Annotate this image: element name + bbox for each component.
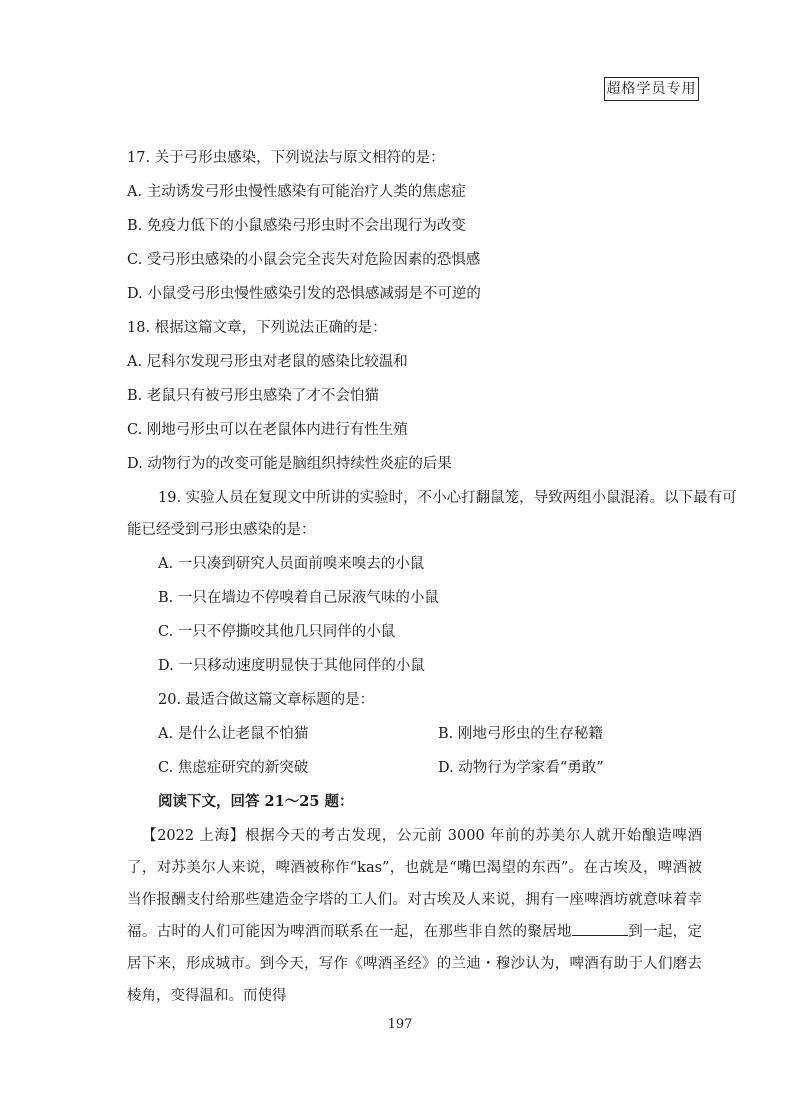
question-18-option-c: C. 刚地弓形虫可以在老鼠体内进行有性生殖 (127, 422, 408, 438)
page-number: 197 (387, 1017, 413, 1032)
question-19-option-d: D. 一只移动速度明显快于其他同伴的小鼠 (158, 658, 425, 674)
question-20-option-a: A. 是什么让老鼠不怕猫 (158, 726, 309, 742)
question-18-option-b: B. 老鼠只有被弓形虫感染了才不会怕猫 (127, 388, 379, 404)
question-19-option-a: A. 一只凑到研究人员面前嗅来嗅去的小鼠 (158, 556, 425, 572)
question-19-option-b: B. 一只在墙边不停嗅着自己尿液气味的小鼠 (158, 590, 439, 606)
question-18-option-a: A. 尼科尔发现弓形虫对老鼠的感染比较温和 (127, 354, 408, 370)
question-19-option-c: C. 一只不停撕咬其他几只同伴的小鼠 (158, 624, 396, 640)
question-20-stem: 20. 最适合做这篇文章标题的是： (158, 692, 375, 708)
passage-text-part-1: 【2022 上海】根据今天的考古发现，公元前 3000 年前的苏美尔人就开始酿造啤酒了，对苏美尔人来说，啤酒被称作“kas”，也就是“嘴巴渴望的东西”。在古埃及，啤酒被当作报酬支付给那些建造金字塔的工人们。对古埃及人来说，拥有一座啤酒坊就意味着幸福。古时的人们可能因为啤酒而联系在一起，在那些非自然的聚居地 (127, 828, 702, 940)
question-20-option-d: D. 动物行为学家看“勇敢” (438, 760, 604, 776)
question-19-stem-line1: 19. 实验人员在复现文中所讲的实验时，不小心打翻鼠笼，导致两组小鼠混淆。以下最有可 (158, 490, 737, 506)
question-17-option-c: C. 受弓形虫感染的小鼠会完全丧失对危险因素的恐惧感 (127, 252, 481, 268)
fill-in-blank (572, 921, 628, 936)
passage-text-part-2: 到一起，定居下来，形成城市。到今天，写作《啤酒圣经》的兰迪・穆沙认为，啤酒有助于人们磨去棱角，变得温和。而使得 (127, 924, 703, 1004)
reading-heading: 阅读下文，回答 21～25 题： (158, 793, 354, 810)
question-17-option-a: A. 主动诱发弓形虫慢性感染有可能治疗人类的焦虑症 (127, 184, 466, 200)
question-18-option-d: D. 动物行为的改变可能是脑组织持续性炎症的后果 (127, 456, 452, 472)
question-17-stem: 17. 关于弓形虫感染，下列说法与原文相符的是： (127, 150, 445, 166)
question-18-stem: 18. 根据这篇文章，下列说法正确的是： (127, 320, 387, 336)
question-17-option-b: B. 免疫力低下的小鼠感染弓形虫时不会出现行为改变 (127, 218, 466, 234)
question-20-option-b: B. 刚地弓形虫的生存秘籍 (438, 726, 603, 742)
question-17-option-d: D. 小鼠受弓形虫慢性感染引发的恐惧感减弱是不可逆的 (127, 286, 481, 302)
question-20-option-c: C. 焦虑症研究的新突破 (158, 760, 309, 776)
question-19-stem-line2: 能已经受到弓形虫感染的是： (127, 522, 316, 538)
student-only-badge: 超格学员专用 (604, 77, 699, 101)
reading-passage (127, 820, 702, 1012)
